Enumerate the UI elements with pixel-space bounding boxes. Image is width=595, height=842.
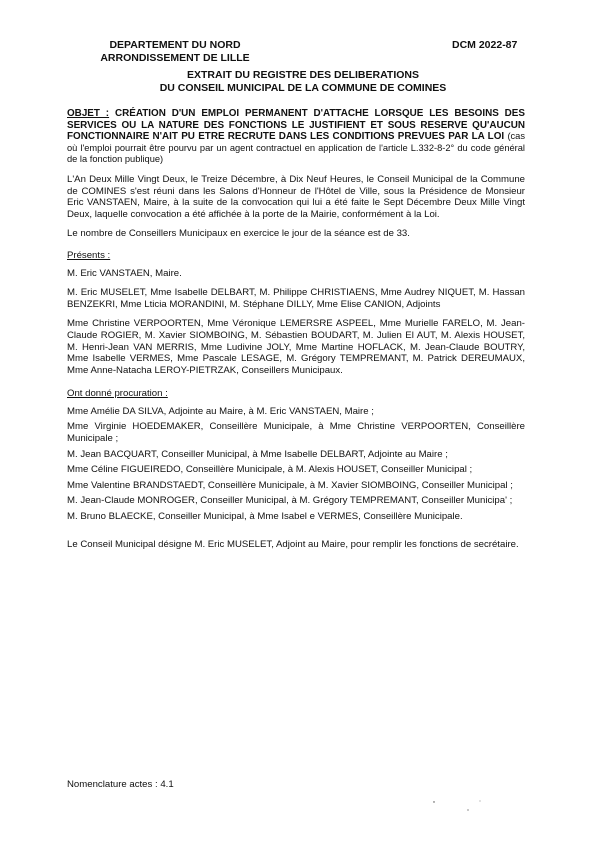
objet-label: OBJET :	[67, 108, 110, 119]
procuration-item: M. Jean BACQUART, Conseiller Municipal, à Mme Isabelle DELBART, Adjointe au Maire ;	[67, 448, 448, 460]
objet-paragraph	[67, 108, 525, 166]
procuration-item: Mme Céline FIGUEIREDO, Conseillère Municipale, à M. Alexis HOUSET, Conseiller Municipal ;	[67, 464, 473, 476]
procuration-heading: Ont donné procuration :	[67, 388, 168, 400]
issuer-block	[70, 39, 280, 65]
document-body	[67, 108, 525, 558]
procuration-item: M. Jean-Claude MONROGER, Conseiller Municipal, à M. Grégory TEMPREMANT, Conseiller Municipa' ;	[67, 495, 513, 507]
secretaire-paragraph: Le Conseil Municipal désigne M. Eric MUSELET, Adjoint au Maire, pour remplir les fonctions de secrétaire.	[67, 538, 519, 550]
presents-conseillers: Mme Christine VERPOORTEN, Mme Véronique LEMERSRE ASPEEL, Mme Murielle FARELO, M. Jean-Claude ROGIER, M. Xavier SIOMBOING, M. Sébastien BOUDART, M. Julien El AUT, M. Alexis HOUSET, M. Henri-Jean VAN MERRIS, Mme Ludivine JOLY, Mme Martine HOFLACK, M. Jean-Claude BOUTRY, Mme Isabelle VERMES, Mme Pascale LESAGE, M. Grégory TEMPREMANT, M. Patrick DEREUMAUX, Mme Anne-Natacha LEROY-PIETRZAK, Conseillers Municipaux.	[67, 318, 525, 376]
procuration-item: M. Bruno BLAECKE, Conseiller Municipal, à Mme Isabel e VERMES, Conseillère Municipale.	[67, 511, 463, 523]
presents-adjoints: M. Eric MUSELET, Mme Isabelle DELBART, M. Philippe CHRISTIAENS, Mme Audrey NIQUET, M. Hassan BENZEKRI, Mme Lticia MORANDINI, M. Stéphane DILLY, Mme Elise CANION, Adjoints	[67, 287, 525, 310]
objet-note: (cas où l'emploi pourrait être pourvu par un agent contractuel en application de l'article L.332-8-2° du code général de la fonction publique)	[67, 131, 526, 165]
quorum-paragraph: Le nombre de Conseillers Municipaux en exercice le jour de la séance est de 33.	[67, 228, 410, 240]
deliberation-reference: DCM 2022-87	[452, 39, 518, 51]
procuration-item: Mme Virginie HOEDEMAKER, Conseillère Municipale, à Mme Christine VERPOORTEN, Conseillère Municipale ;	[67, 421, 525, 445]
procuration-item: Mme Amélie DA SILVA, Adjointe au Maire, à M. Eric VANSTAEN, Maire ;	[67, 405, 374, 417]
nomenclature-footer: Nomenclature actes : 4.1	[67, 779, 174, 790]
procuration-list	[67, 406, 525, 523]
procuration-item: Mme Valentine BRANDSTAEDT, Conseillère Municipale, à M. Xavier SIOMBOING, Conseiller Municipal ;	[67, 479, 513, 491]
intro-paragraph: L'An Deux Mille Vingt Deux, le Treize Décembre, à Dix Neuf Heures, le Conseil Municipal de la Commune de COMINES s'est réuni dans les Salons d'Honneur de l'Hôtel de Ville, sous la Présidence de Monsieur Eric VANSTAEN, Maire, à la suite de la convocation qui lui a été faite le Sept Décembre Deux Mille Vingt Deux, laquelle convocation a été affichée à la porte de la Mairie, conformément à la Loi.	[67, 173, 525, 220]
presents-heading: Présents :	[67, 249, 111, 261]
document-title	[60, 69, 546, 95]
presents-maire: M. Eric VANSTAEN, Maire.	[67, 267, 182, 279]
objet-title: CRÉATION D'UN EMPLOI PERMANENT D'ATTACHE LORSQUE LES BESOINS DES SERVICES OU LA NATURE DES FONCTIONS LE JUSTIFIENT ET SOUS RESERVE QU'AUCUN FONCTIONNAIRE N'AIT PU ETRE RECRUTE DANS LES CONDITIONS PREVUES PAR LA LOI	[67, 108, 525, 143]
scan-specks	[428, 798, 488, 818]
title-line-2: DU CONSEIL MUNICIPAL DE LA COMMUNE DE COMINES	[159, 82, 447, 94]
title-line-1: EXTRAIT DU REGISTRE DES DELIBERATIONS	[187, 69, 419, 81]
arrondissement-name: ARRONDISSEMENT DE LILLE	[100, 52, 250, 64]
department-name: DEPARTEMENT DU NORD	[109, 39, 241, 51]
